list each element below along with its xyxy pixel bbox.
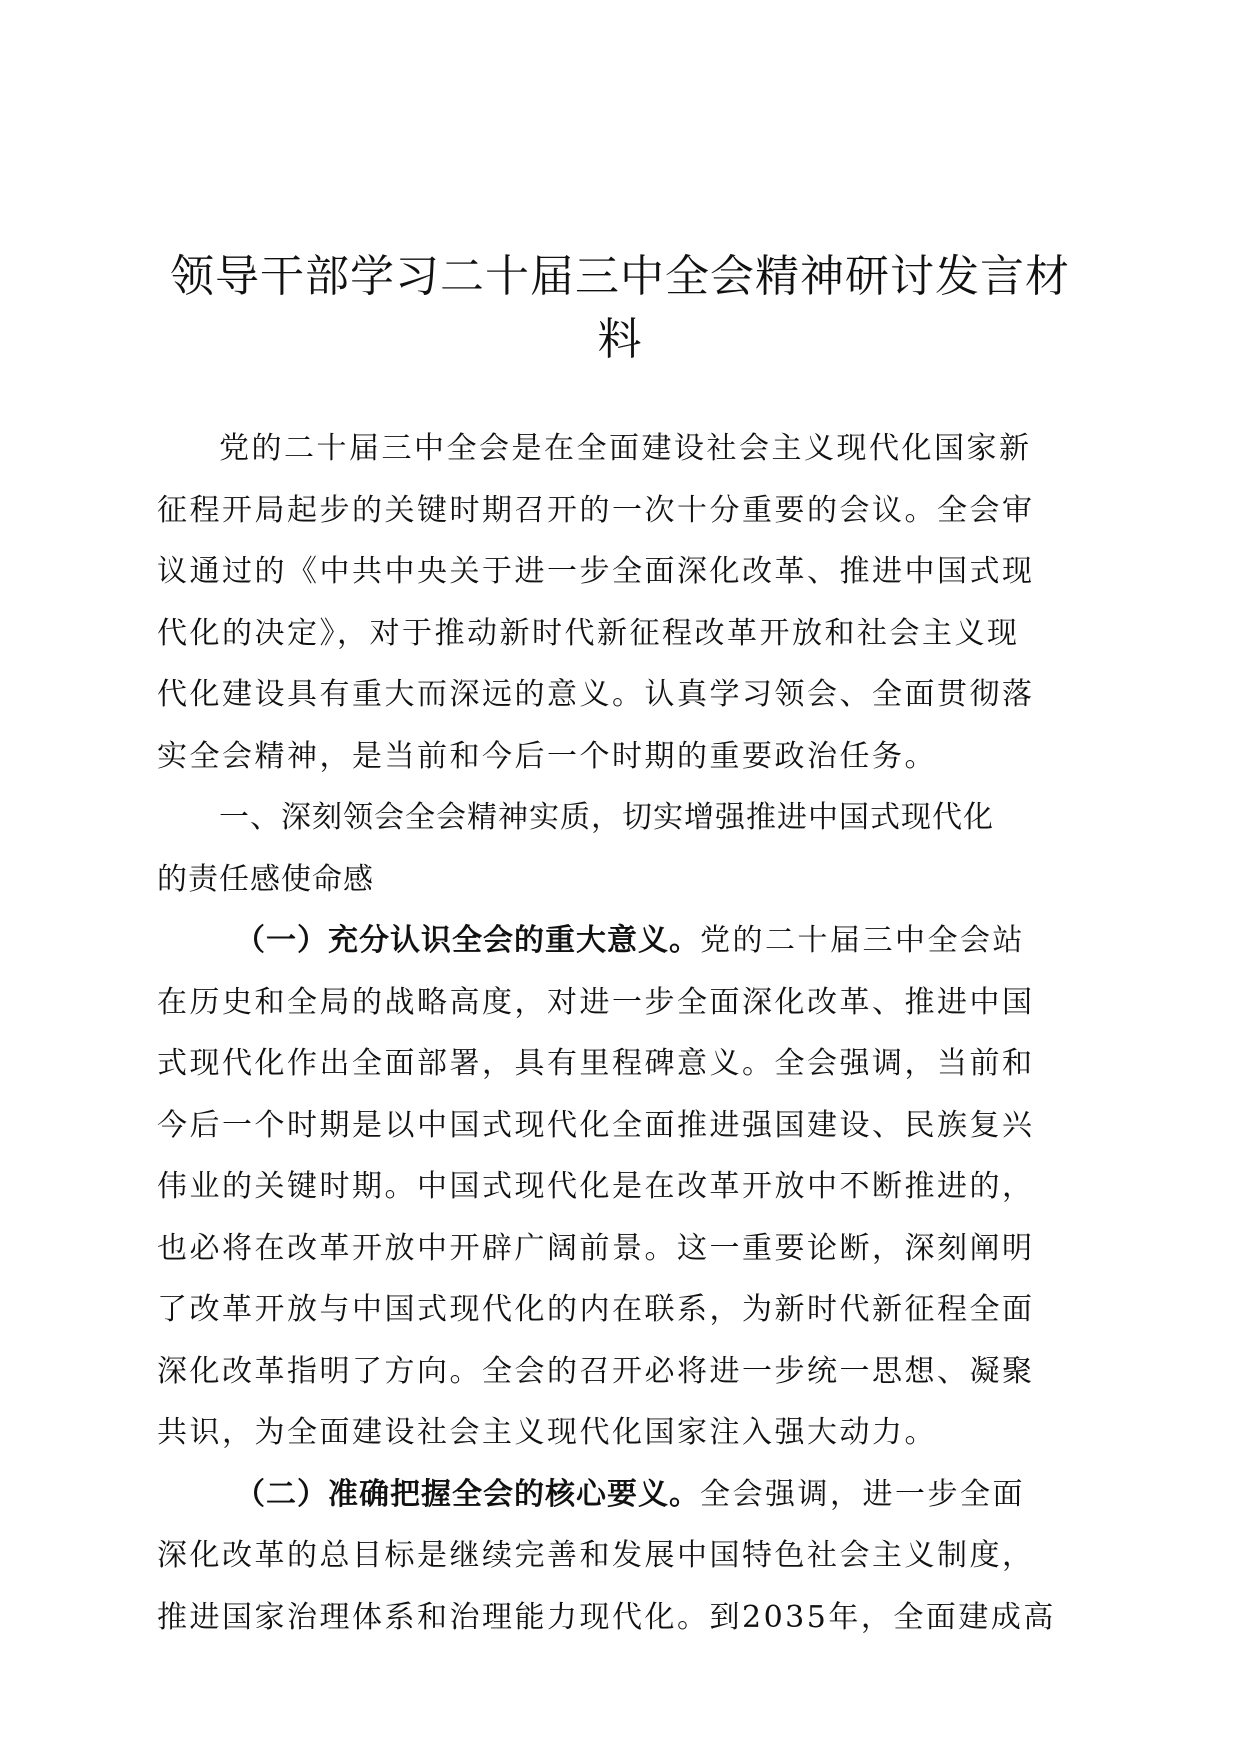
text-line: 议通过的《中共中央关于进一步全面深化改革、推进中国式现 xyxy=(157,554,1035,589)
document-title xyxy=(150,245,1090,371)
text-line: 也必将在改革开放中开辟广阔前景。这一重要论断，深刻阐明 xyxy=(157,1230,1035,1266)
subsection-2-lead: 全会强调，进一步全面 xyxy=(700,1476,1025,1512)
text-line: 代化的决定》，对于推动新时代新征程改革开放和社会主义现 xyxy=(157,615,1020,651)
subsection-1-heading: （一）充分认识全会的重大意义。 xyxy=(235,923,700,958)
text-line: 共识，为全面建设社会主义现代化国家注入强大动力。 xyxy=(157,1415,937,1450)
text-line xyxy=(157,910,1064,972)
heading-line: 的责任感使命感 xyxy=(157,861,374,897)
title-line-2: 料 xyxy=(597,314,643,365)
text-line: 推进国家治理体系和治理能力现代化。到2035年，全面建成高 xyxy=(157,1599,1056,1635)
subsection-1-lead: 党的二十届三中全会站 xyxy=(700,923,1025,958)
intro-paragraph xyxy=(157,418,1064,787)
text-line xyxy=(157,1464,1064,1526)
text-line: 实全会精神，是当前和今后一个时期的重要政治任务。 xyxy=(157,738,937,774)
text-line: 今后一个时期是以中国式现代化全面推进强国建设、民族复兴 xyxy=(157,1107,1035,1143)
text-line: 深化改革的总目标是继续完善和发展中国特色社会主义制度， xyxy=(157,1538,1035,1573)
text-line: 伟业的关键时期。中国式现代化是在改革开放中不断推进的， xyxy=(157,1169,1035,1204)
text-line: 了改革开放与中国式现代化的内在联系，为新时代新征程全面 xyxy=(157,1292,1035,1327)
document-body xyxy=(157,418,1064,1648)
text-line: 在历史和全局的战略高度，对进一步全面深化改革、推进中国 xyxy=(157,984,1035,1020)
text-line: 深化改革指明了方向。全会的召开必将进一步统一思想、凝聚 xyxy=(157,1353,1035,1389)
heading-line: 一、深刻领会全会精神实质，切实增强推进中国式现代化 xyxy=(219,800,994,835)
subsection-1-paragraph xyxy=(157,910,1064,1464)
text-line: 征程开局起步的关键时期召开的一次十分重要的会议。全会审 xyxy=(157,492,1035,528)
title-line-1: 领导干部学习二十届三中全会精神研讨发言材 xyxy=(170,251,1070,302)
section-1-heading xyxy=(157,787,1064,910)
text-line: 式现代化作出全面部署，具有里程碑意义。全会强调，当前和 xyxy=(157,1046,1035,1081)
text-line: 党的二十届三中全会是在全面建设社会主义现代化国家新 xyxy=(219,431,1032,466)
subsection-2-heading: （二）准确把握全会的核心要义。 xyxy=(235,1476,700,1512)
subsection-2-paragraph xyxy=(157,1464,1064,1649)
text-line: 代化建设具有重大而深远的意义。认真学习领会、全面贯彻落 xyxy=(157,677,1035,712)
